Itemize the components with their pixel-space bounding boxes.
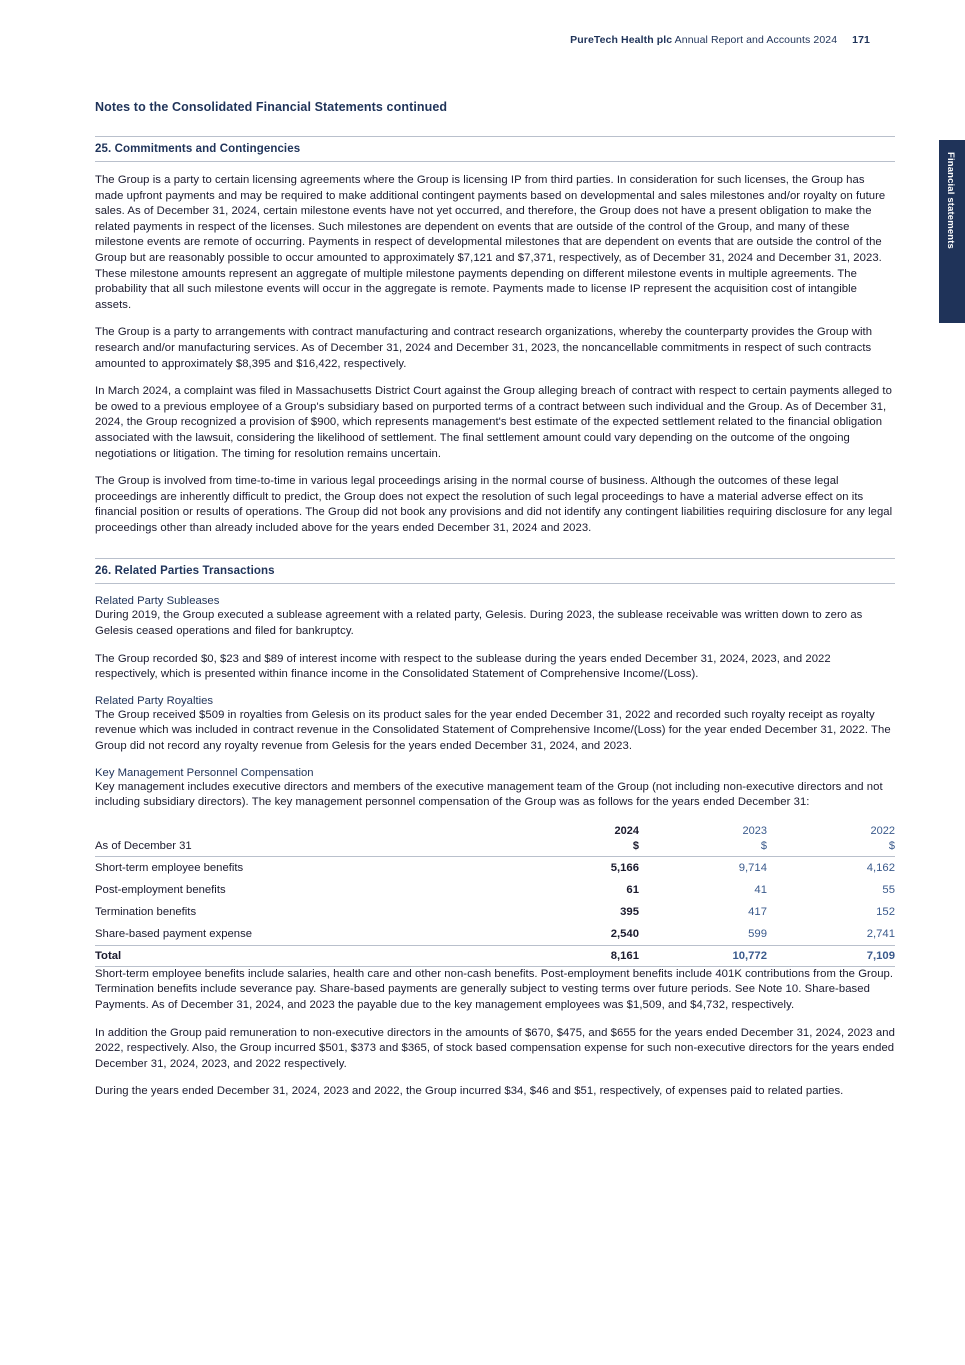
total-2022: 7,109	[767, 945, 895, 966]
cell-2023: 9,714	[738, 861, 767, 874]
paragraph: During 2019, the Group executed a sublease agreement with a related party, Gelesis. During 2023, the sublease receivable was written down to zero as Gelesis ceased operations and filed for bankruptcy.	[95, 609, 863, 638]
cell-2022: 152	[876, 905, 895, 918]
side-tab-label: Financial statements	[945, 152, 956, 249]
table-total-row	[95, 945, 895, 966]
total-label: Total	[95, 945, 511, 966]
paragraph: The Group is a party to arrangements with contract manufacturing and contract research organizations, whereby the counterparty provides the Group with research and/or manufacturing services. As of December 31, 2024 and December 31, 2023, the noncancellable commitments in respect of such contracts amounted to approximately $8,395 and $16,422, respectively.	[95, 326, 873, 370]
currency-header-2023: $	[639, 840, 767, 857]
cell-2023: 417	[748, 905, 767, 918]
row-label: Termination benefits	[95, 905, 197, 918]
column-header-2024: 2024	[614, 824, 639, 837]
subsection-heading-key-management: Key Management Personnel Compensation	[95, 766, 314, 779]
table-header-row-currency	[95, 840, 895, 857]
report-name: Annual Report and Accounts 2024	[674, 34, 838, 46]
cell-2022: 4,162	[866, 861, 895, 874]
column-header-2023: 2023	[742, 824, 767, 837]
section-heading-26: 26. Related Parties Transactions	[95, 558, 895, 584]
page-header	[570, 34, 870, 46]
row-label: Post-employment benefits	[95, 883, 226, 896]
total-2024: 8,161	[511, 945, 639, 966]
currency-header-2024: $	[511, 840, 639, 857]
paragraph: The Group recorded $0, $23 and $89 of interest income with respect to the sublease during the years ended December 31, 2024, 2023, and 2022 respectively, which is presented within finance income in the Consolidated Statement of Comprehensive Income/(Loss).	[95, 652, 831, 681]
spacer	[95, 548, 895, 558]
cell-2024: 5,166	[610, 861, 639, 874]
cell-2022: 2,741	[866, 927, 895, 940]
cell-2024: 61	[626, 883, 639, 896]
company-name: PureTech Health plc	[570, 34, 673, 46]
table-header-row-years	[95, 825, 895, 840]
subsection-heading-subleases: Related Party Subleases	[95, 595, 220, 608]
page-title: Notes to the Consolidated Financial Statements continued	[95, 100, 448, 114]
paragraph: During the years ended December 31, 2024, 2023 and 2022, the Group incurred $34, $46 and $51, respectively, of expenses paid to related parties.	[95, 1085, 844, 1098]
cell-2023: 599	[748, 927, 767, 940]
key-management-compensation-table	[95, 825, 895, 967]
section-side-tab	[939, 140, 965, 323]
paragraph: In March 2024, a complaint was filed in Massachusetts District Court against the Group alleging breach of contract with respect to certain payments alleged to be owed to a previous employee of a Group's subsidiary based on purported terms of a contract between such individual and the Group. As of December 31, 2024, the Group recognized a provision of $900, which represents management's best estimate of the expected settlement related to the financial obligation associated with the lawsuit, considering the likelihood of settlement. The final settlement amount could vary depending on the outcome of the ongoing negotiations or litigation. The timing for resolution remains uncertain.	[95, 385, 892, 460]
table-row	[95, 923, 895, 946]
paragraph: Key management includes executive directors and members of the executive management team of the Group (not including non-executive directors and not including subsidiary directors). The key management personnel compensation of the Group was as follows for the years ended December 31:	[95, 780, 883, 809]
section-heading-25: 25. Commitments and Contingencies	[95, 136, 895, 162]
row-label: Short-term employee benefits	[95, 861, 244, 874]
table-row	[95, 879, 895, 901]
row-label: Share-based payment expense	[95, 927, 253, 940]
cell-2023: 41	[754, 883, 767, 896]
table-row	[95, 901, 895, 923]
document-content	[95, 100, 895, 1112]
cell-2024: 2,540	[610, 927, 639, 940]
table-row	[95, 856, 895, 879]
cell-2022: 55	[882, 883, 895, 896]
table-header-blank	[95, 825, 511, 840]
paragraph: The Group is involved from time-to-time in various legal proceedings arising in the normal course of business. Although the outcomes of these legal proceedings are inherently difficult to predict, the Group does not expect the resolution of such legal proceedings to have a material adverse effect on its financial position or results of operations. The Group did not book any provisions and did not identify any contingent liabilities requiring disclosure for any legal proceedings other than already included above for the years ended December 31, 2024 and 2023.	[95, 475, 893, 534]
page-number: 171	[852, 34, 870, 46]
paragraph: The Group is a party to certain licensing agreements where the Group is licensing IP from third parties. In consideration for such licenses, the Group has made upfront payments and may be required to make additional contingent payments based on developmental and sales milestones and/or royalty on future sales. As of December 31, 2024, certain milestone events have not yet occurred, and therefore, the Group does not have a present obligation to make the related payments in respect of the licenses. Such milestones are dependent on events that are outside of the control of the Group, and many of these milestone events are remote of occurring. Payments in respect of developmental milestones that are dependent on events that are outside the control of the Group but are reasonably possible to occur amounted to approximately $7,121 and $7,371, respectively, as of December 31, 2024 and December 31, 2023. These milestone amounts represent an aggregate of multiple milestone payments depending on different milestone events in multiple agreements. The probability that all such milestone events will occur in the aggregate is remote. Payments made to license IP represent the acquisition cost of intangible assets.	[95, 174, 886, 311]
cell-2024: 395	[620, 905, 639, 918]
subsection-heading-royalties: Related Party Royalties	[95, 694, 214, 707]
currency-header-2022: $	[767, 840, 895, 857]
paragraph: The Group received $509 in royalties from Gelesis on its product sales for the year ended December 31, 2022 and recorded such royalty receipt as royalty revenue which was included in contract revenue in the Consolidated Statement of Comprehensive Income/(Loss) for the year ended December 31, 2022. The Group did not record any royalty revenue from Gelesis for the years ended December 31, 2024, and 2023.	[95, 708, 891, 753]
total-2023: 10,772	[639, 945, 767, 966]
column-header-2022: 2022	[870, 824, 895, 837]
row-label-header: As of December 31	[95, 840, 511, 857]
paragraph: Short-term employee benefits include salaries, health care and other non-cash benefits. Post-employment benefits include 401K contributions from the Group. Termination benefits include severance pay. Share-based payments are generally subject to vesting terms over future periods. See Note 10. Share-based Payments. As of December 31, 2024, and 2023 the payable due to the key management employees was $1,509, and $4,732, respectively.	[95, 967, 894, 1011]
paragraph: In addition the Group paid remuneration to non-executive directors in the amounts of $670, $475, and $655 for the years ended December 31, 2024, 2023 and 2022, respectively. Also, the Group incurred $501, $373 and $365, of stock based compensation expense for such non-executive directors for the years ended December 31, 2024, 2023, and 2022 respectively.	[95, 1026, 895, 1070]
